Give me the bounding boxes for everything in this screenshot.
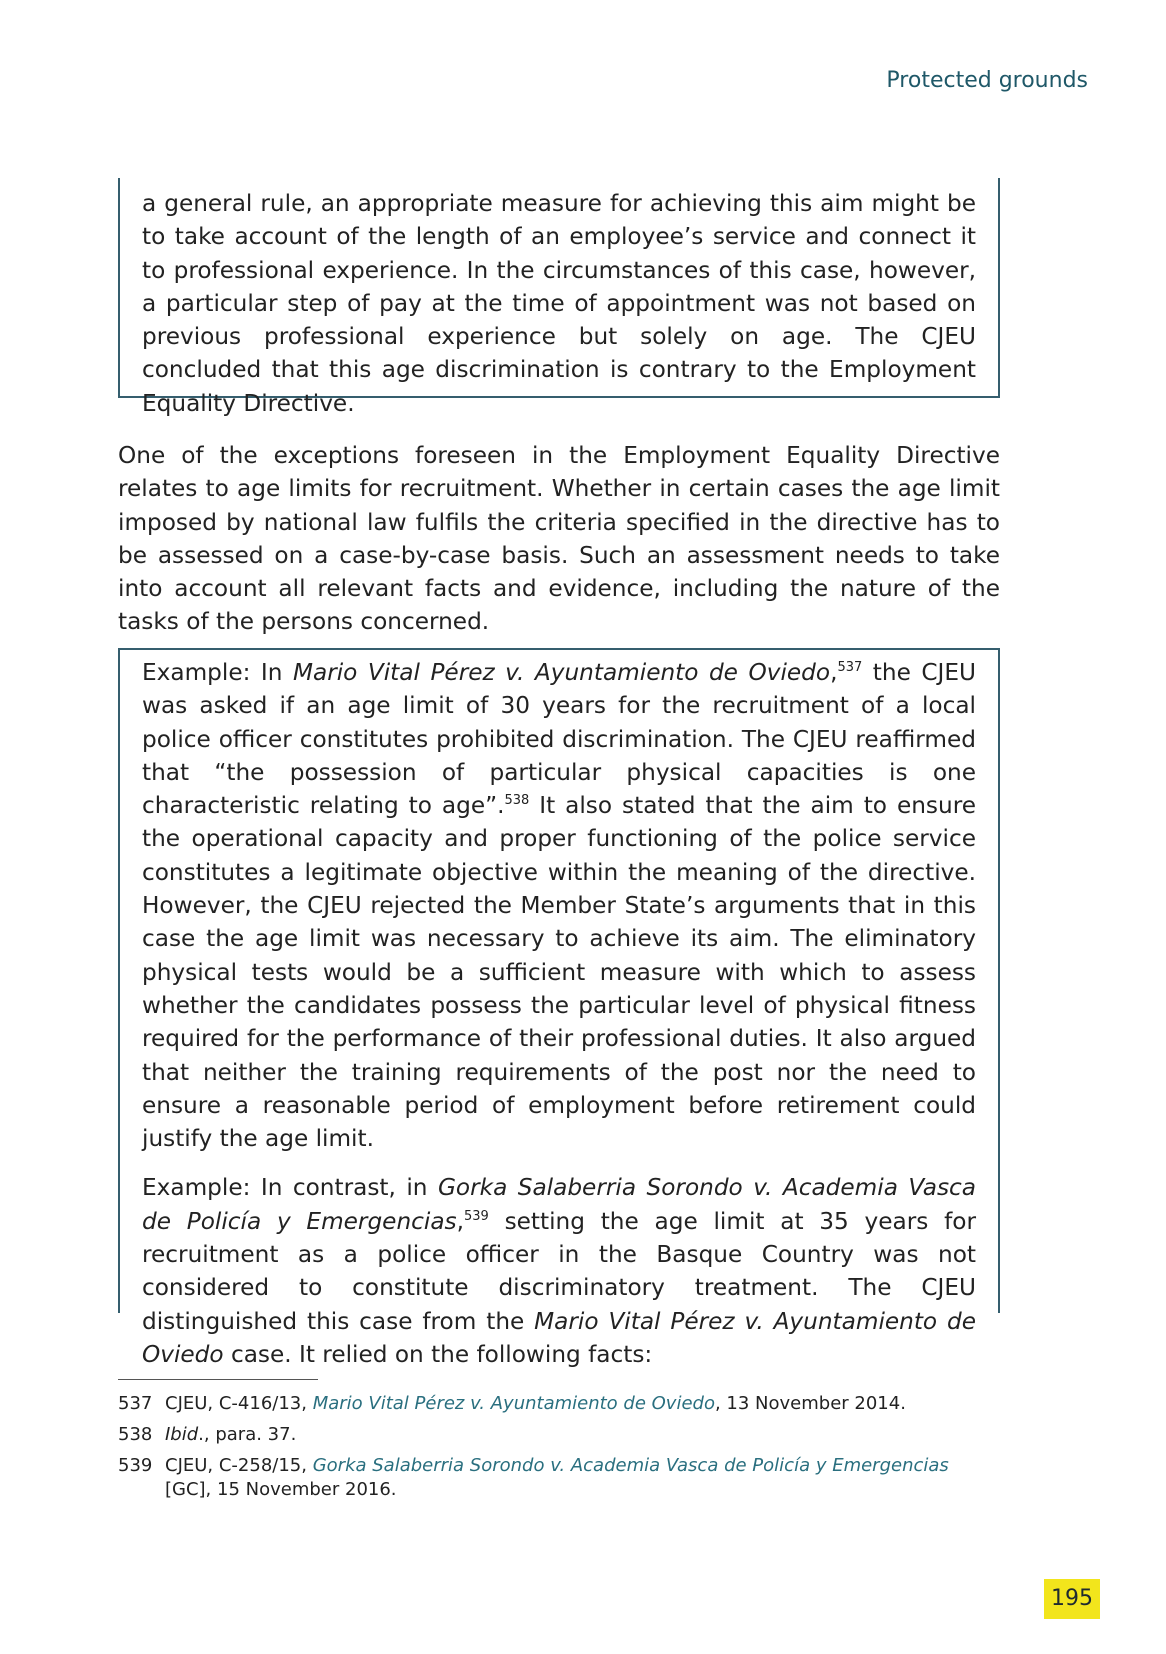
page-number: 195 <box>1044 1579 1100 1619</box>
footnote-ibid: Ibid <box>165 1424 199 1445</box>
footnote-538 <box>118 1423 998 1447</box>
footnote-text: [GC], 15 November 2016. <box>165 1479 397 1500</box>
example-text: setting the age limit at 35 years for recruitment as a police officer in the Basque Country was not considered to constitute discriminatory treatment. The CJEU distinguished this case from the <box>142 1207 976 1335</box>
footnote-ref-539[interactable]: 539 <box>464 1208 489 1224</box>
body-paragraph: One of the exceptions foreseen in the Employment Equality Directive relates to age limits for recruitment. Whether in certain cases the age limit imposed by national law fulfils the criteria specified in the directive has to be assessed on a case-by-case basis. Such an assessment needs to take into account all relevant facts and evidence, including the nature of the tasks of the persons concerned. <box>118 442 1000 636</box>
case-link[interactable]: Gorka Salaberria Sorondo v. Academia Vasca de Policía y Emergencias <box>312 1455 949 1476</box>
footnote-ref-538[interactable]: 538 <box>504 793 530 809</box>
footnote-divider <box>118 1379 318 1380</box>
case-box-text: a general rule, an appropriate measure for achieving this aim might be to take account of the length of an employee’s service and connect it to professional experience. In the circumstances of this case, however, a particular step of pay at the time of appointment was not based on previous professional experience but solely on age. The CJEU concluded that this age discrimination is contrary to the Employment Equality Directive. <box>142 190 976 417</box>
footnote-text: , 13 November 2014. <box>714 1393 906 1414</box>
footnote-text: CJEU, C-258/15, <box>165 1455 313 1476</box>
footnote-text: ., para. 37. <box>198 1424 297 1445</box>
case-box-continued <box>118 178 1000 417</box>
example-text: case. It relied on the following facts: <box>223 1340 653 1368</box>
examples-box <box>118 648 1000 1368</box>
example-vital-perez <box>142 656 976 1155</box>
footnote-539 <box>118 1454 998 1502</box>
example-lead: Example: In <box>142 659 293 686</box>
case-name: Mario Vital Pérez v. Ayuntamiento de Oviedo <box>292 659 831 686</box>
running-header: Protected grounds <box>886 68 1088 93</box>
body-text <box>118 439 1000 639</box>
example-text: It also stated that the aim to ensure the operational capacity and proper functioning of the police service constitutes a legitimate objective within the meaning of the directive. However, the CJEU rejected the Member State’s arguments that in this case the age limit was necessary to achieve its aim. The eliminatory physical tests would be a sufficient measure with which to assess whether the candidates possess the particular level of physical fitness required for the performance of their professional duties. It also argued that neither the training requirements of the post nor the need to ensure a reasonable period of employment before retirement could justify the age limit. <box>142 792 976 1153</box>
footnote-number: 539 <box>118 1455 153 1476</box>
example-lead: Example: In contrast, in <box>142 1174 438 1202</box>
footnote-number: 538 <box>118 1424 153 1445</box>
example-salaberria <box>142 1171 976 1371</box>
case-link[interactable]: Mario Vital Pérez v. Ayuntamiento de Oviedo <box>312 1393 715 1414</box>
footnotes <box>118 1392 998 1502</box>
footnote-537 <box>118 1392 998 1416</box>
case-name: Mario Vital Pérez v. Ayuntamiento de Oviedo <box>142 1307 976 1368</box>
case-name: Gorka Salaberria Sorondo v. Academia Vasca de Policía y Emergencias <box>142 1174 977 1235</box>
footnote-text: CJEU, C-416/13, <box>165 1393 313 1414</box>
case-comma: , <box>830 659 838 686</box>
footnote-ref-537[interactable]: 537 <box>837 660 863 675</box>
footnote-number: 537 <box>118 1393 153 1414</box>
case-comma: , <box>456 1207 464 1235</box>
example-text: the CJEU was asked if an age limit of 30 years for the recruitment of a local police officer constitutes prohibited discrimination. The CJEU reaffirmed that “the possession of particular physical capacities is one characteristic relating to age”. <box>142 659 977 820</box>
